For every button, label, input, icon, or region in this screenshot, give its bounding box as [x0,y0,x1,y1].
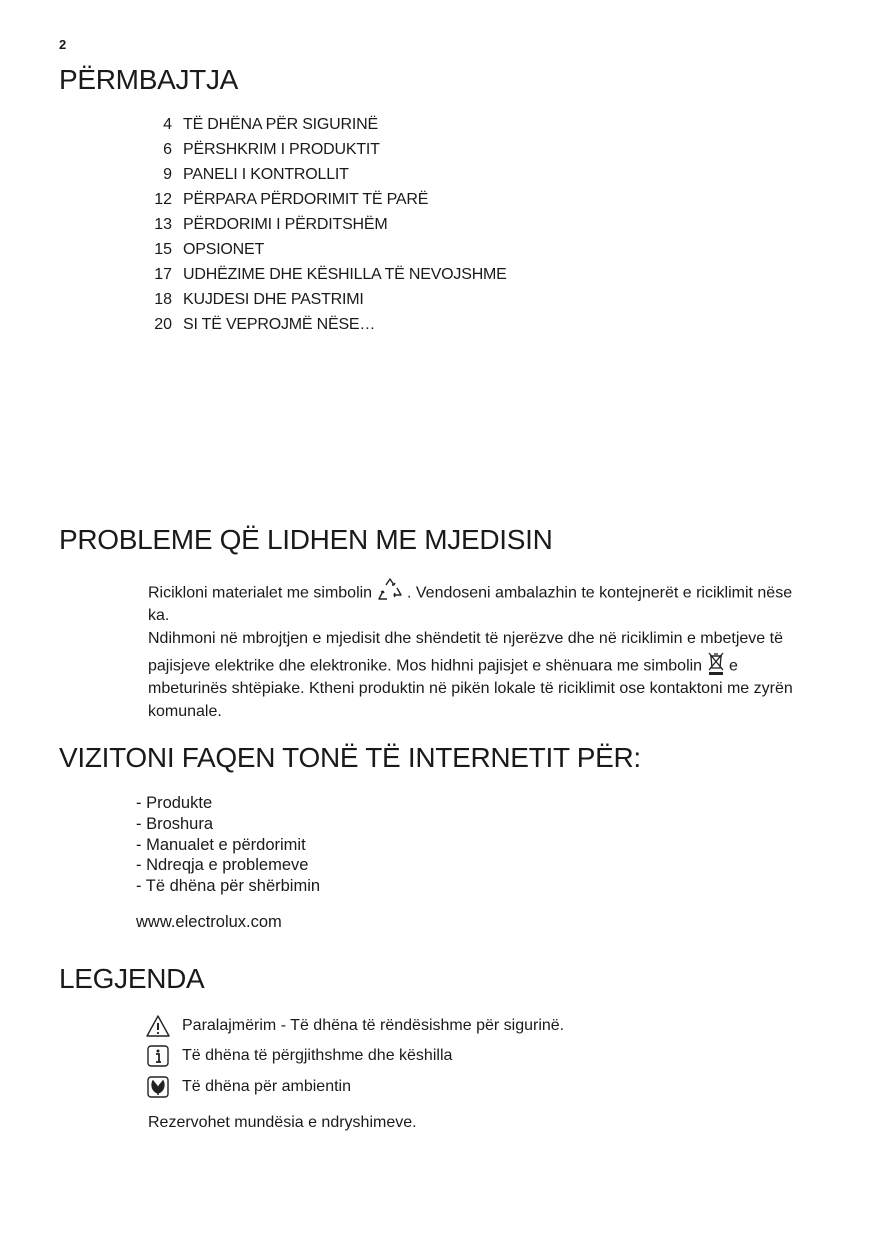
legend-item-text: Të dhëna për ambientin [182,1078,351,1095]
toc-item[interactable] [140,291,660,316]
toc-item-title: PËRSHKRIM I PRODUKTIT [183,141,380,158]
environment-line2: ka. [148,607,170,624]
toc-item-page: 6 [163,141,172,158]
legend-item [146,1074,351,1100]
toc-item[interactable] [140,316,660,341]
legend-item-text: Paralajmërim - Të dhëna të rëndësishme për sigurinë. [182,1017,565,1034]
toc-item-title: OPSIONET [183,241,265,258]
list-item: - Broshura [136,814,214,833]
toc-item[interactable] [140,191,660,216]
toc-item[interactable] [140,166,660,191]
toc-item-title: PËRPARA PËRDORIMIT TË PARË [183,191,429,208]
toc-item[interactable] [140,216,660,241]
website-title: VIZITONI FAQEN TONË TË INTERNETIT PËR: [59,742,641,773]
toc-title: PËRMBAJTJA [59,64,239,95]
page-number: 2 [59,37,67,52]
environment-leaf-icon [146,1075,170,1099]
environment-line6: komunale. [148,703,222,720]
recycle-icon [377,577,403,610]
environment-line1-after: . Vendoseni ambalazhin te kontejnerët e riciklimit nëse [406,584,793,602]
toc-item-title: PANELI I KONTROLLIT [183,166,349,183]
toc-item-title: KUJDESI DHE PASTRIMI [183,291,364,308]
website-link[interactable]: www.electrolux.com [136,913,282,931]
toc-item-title: TË DHËNA PËR SIGURINË [183,116,378,133]
toc-item-title: PËRDORIMI I PËRDITSHËM [183,216,388,233]
toc-item-page: 18 [154,291,172,308]
toc-item[interactable] [140,116,660,141]
legend-item [146,1043,452,1069]
toc-item[interactable] [140,241,660,266]
warning-triangle-icon [146,1014,170,1038]
environment-line4-before: pajisjeve elektrike dhe elektronike. Mos hidhni pajisjet e shënuara me simbolin [148,657,703,675]
toc-item-title: UDHËZIME DHE KËSHILLA TË NEVOJSHME [183,266,507,283]
list-item: - Produkte [136,794,213,812]
toc-item-page: 12 [154,191,172,208]
legend-note: Rezervohet mundësia e ndryshimeve. [148,1114,417,1131]
environment-text [148,577,824,723]
toc-item-page: 20 [154,316,172,333]
toc-item-page: 4 [163,116,172,133]
list-item: - Të dhëna për shërbimin [136,877,321,896]
environment-line1-before: Ricikloni materialet me simbolin [148,584,373,602]
environment-line4-after: e [728,657,738,675]
toc-item-page: 13 [154,216,172,233]
toc-item[interactable] [140,266,660,291]
toc-item-page: 15 [154,241,172,258]
toc-item-page: 9 [163,166,172,183]
toc-item-title: SI TË VEPROJMË NËSE… [183,316,376,333]
environment-line3: Ndihmoni në mbrojtjen e mjedisit dhe shëndetit të njerëzve dhe në riciklimin e mbetjeve të [148,630,783,647]
toc-item-page: 17 [154,266,172,283]
website-list [136,793,320,897]
list-item: - Ndreqja e problemeve [136,856,309,875]
legend-title: LEGJENDA [59,963,205,994]
legend-item-text: Të dhëna të përgjithshme dhe këshilla [182,1047,453,1064]
environment-line5: mbeturinës shtëpiake. Ktheni produktin në pikën lokale të riciklimit ose kontaktoni me zyrën [148,680,793,697]
legend-item [146,1013,564,1039]
list-item: - Manualet e përdorimit [136,835,306,854]
toc-item[interactable] [140,141,660,166]
environment-title: PROBLEME QË LIDHEN ME MJEDISIN [59,524,553,555]
info-icon [146,1044,170,1068]
